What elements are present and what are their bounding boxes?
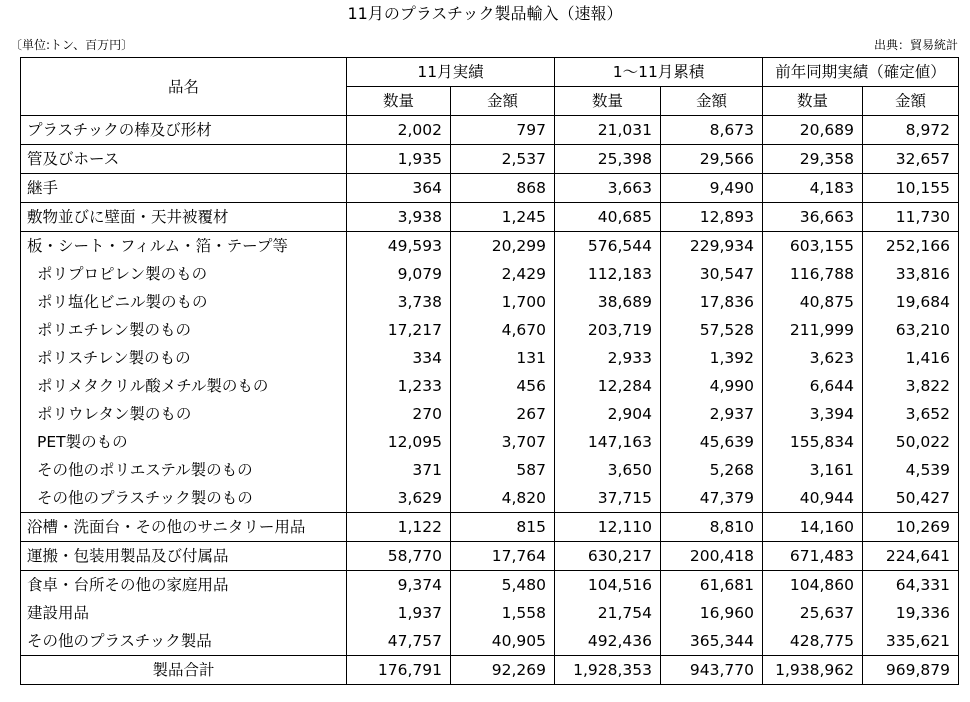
total-row [21,656,959,685]
amount-cumulative-cell: 16,960 [661,599,763,627]
qty-prev-year-cell: 3,161 [763,456,863,484]
header-qty-current: 数量 [347,87,451,116]
amount-prev-year-cell: 335,621 [863,627,959,656]
total-qty-cumulative-cell: 1,928,353 [555,656,661,685]
qty-cumulative-cell: 3,650 [555,456,661,484]
table-row [21,428,959,456]
amount-prev-year-cell: 33,816 [863,260,959,288]
item-name-cell: その他のプラスチック製のもの [21,484,347,513]
qty-prev-year-cell: 3,394 [763,400,863,428]
total-amount-current-cell: 92,269 [451,656,555,685]
qty-prev-year-cell: 25,637 [763,599,863,627]
qty-current-cell: 3,738 [347,288,451,316]
qty-current-cell: 9,374 [347,571,451,600]
qty-prev-year-cell: 104,860 [763,571,863,600]
item-name-cell: 建設用品 [21,599,347,627]
amount-current-cell: 456 [451,372,555,400]
table-row [21,288,959,316]
header-qty-cumulative: 数量 [555,87,661,116]
qty-current-cell: 364 [347,174,451,203]
qty-prev-year-cell: 36,663 [763,203,863,232]
amount-current-cell: 267 [451,400,555,428]
qty-cumulative-cell: 203,719 [555,316,661,344]
qty-cumulative-cell: 147,163 [555,428,661,456]
qty-current-cell: 1,935 [347,145,451,174]
qty-current-cell: 58,770 [347,542,451,571]
amount-current-cell: 20,299 [451,232,555,261]
amount-cumulative-cell: 61,681 [661,571,763,600]
table-row [21,599,959,627]
table-row [21,116,959,145]
amount-prev-year-cell: 8,972 [863,116,959,145]
item-name-cell: ポリスチレン製のもの [21,344,347,372]
source-note: 出典：貿易統計 [873,38,958,52]
amount-cumulative-cell: 229,934 [661,232,763,261]
qty-current-cell: 9,079 [347,260,451,288]
amount-prev-year-cell: 1,416 [863,344,959,372]
qty-current-cell: 1,122 [347,513,451,542]
amount-prev-year-cell: 224,641 [863,542,959,571]
amount-current-cell: 797 [451,116,555,145]
table-row [21,484,959,513]
item-name-cell: その他のポリエステル製のもの [21,456,347,484]
amount-current-cell: 587 [451,456,555,484]
table-row [21,344,959,372]
amount-prev-year-cell: 252,166 [863,232,959,261]
table-row [21,145,959,174]
qty-current-cell: 12,095 [347,428,451,456]
qty-current-cell: 3,938 [347,203,451,232]
table-row [21,542,959,571]
amount-current-cell: 40,905 [451,627,555,656]
table-row [21,627,959,656]
qty-cumulative-cell: 12,110 [555,513,661,542]
item-name-cell: 運搬・包装用製品及び付属品 [21,542,347,571]
item-name-cell: ポリプロピレン製のもの [21,260,347,288]
item-name-cell: 浴槽・洗面台・その他のサニタリー用品 [21,513,347,542]
table-row [21,232,959,261]
amount-prev-year-cell: 11,730 [863,203,959,232]
item-name-cell: 食卓・台所その他の家庭用品 [21,571,347,600]
amount-current-cell: 815 [451,513,555,542]
header-amount-prev-year: 金額 [863,87,959,116]
item-name-cell: PET製のもの [21,428,347,456]
qty-cumulative-cell: 576,544 [555,232,661,261]
amount-cumulative-cell: 8,810 [661,513,763,542]
qty-current-cell: 17,217 [347,316,451,344]
total-qty-prev-year-cell: 1,938,962 [763,656,863,685]
item-name-cell: 敷物並びに壁面・天井被覆材 [21,203,347,232]
total-qty-current-cell: 176,791 [347,656,451,685]
amount-cumulative-cell: 5,268 [661,456,763,484]
qty-cumulative-cell: 2,933 [555,344,661,372]
amount-prev-year-cell: 10,155 [863,174,959,203]
amount-cumulative-cell: 17,836 [661,288,763,316]
amount-current-cell: 2,429 [451,260,555,288]
amount-current-cell: 1,245 [451,203,555,232]
qty-prev-year-cell: 428,775 [763,627,863,656]
qty-prev-year-cell: 6,644 [763,372,863,400]
amount-current-cell: 1,700 [451,288,555,316]
amount-cumulative-cell: 8,673 [661,116,763,145]
amount-cumulative-cell: 12,893 [661,203,763,232]
qty-current-cell: 49,593 [347,232,451,261]
qty-cumulative-cell: 12,284 [555,372,661,400]
item-name-cell: 継手 [21,174,347,203]
qty-cumulative-cell: 38,689 [555,288,661,316]
header-amount-current: 金額 [451,87,555,116]
qty-prev-year-cell: 671,483 [763,542,863,571]
item-name-cell: ポリエチレン製のもの [21,316,347,344]
table-row [21,571,959,600]
item-name-cell: 板・シート・フィルム・箔・テープ等 [21,232,347,261]
qty-cumulative-cell: 40,685 [555,203,661,232]
qty-prev-year-cell: 3,623 [763,344,863,372]
import-table [20,57,959,685]
amount-cumulative-cell: 2,937 [661,400,763,428]
qty-cumulative-cell: 37,715 [555,484,661,513]
qty-current-cell: 1,233 [347,372,451,400]
amount-prev-year-cell: 50,427 [863,484,959,513]
amount-prev-year-cell: 3,652 [863,400,959,428]
qty-prev-year-cell: 603,155 [763,232,863,261]
table-row [21,456,959,484]
amount-prev-year-cell: 50,022 [863,428,959,456]
amount-current-cell: 4,820 [451,484,555,513]
amount-cumulative-cell: 1,392 [661,344,763,372]
amount-cumulative-cell: 9,490 [661,174,763,203]
amount-prev-year-cell: 4,539 [863,456,959,484]
qty-cumulative-cell: 3,663 [555,174,661,203]
qty-prev-year-cell: 40,875 [763,288,863,316]
qty-prev-year-cell: 155,834 [763,428,863,456]
total-amount-prev-year-cell: 969,879 [863,656,959,685]
table-body [21,116,959,685]
amount-prev-year-cell: 3,822 [863,372,959,400]
amount-cumulative-cell: 200,418 [661,542,763,571]
amount-cumulative-cell: 45,639 [661,428,763,456]
amount-current-cell: 5,480 [451,571,555,600]
amount-current-cell: 17,764 [451,542,555,571]
table-row [21,513,959,542]
header-group-current: 11月実績 [347,58,555,87]
qty-current-cell: 47,757 [347,627,451,656]
header-amount-cumulative: 金額 [661,87,763,116]
amount-cumulative-cell: 365,344 [661,627,763,656]
qty-cumulative-cell: 630,217 [555,542,661,571]
item-name-cell: 管及びホース [21,145,347,174]
unit-note: 〔単位:トン、百万円〕 [10,38,134,52]
qty-prev-year-cell: 40,944 [763,484,863,513]
qty-cumulative-cell: 492,436 [555,627,661,656]
amount-current-cell: 2,537 [451,145,555,174]
item-name-cell: その他のプラスチック製品 [21,627,347,656]
header-group-prev-year: 前年同期実績（確定値） [763,58,959,87]
qty-current-cell: 371 [347,456,451,484]
table-row [21,260,959,288]
qty-cumulative-cell: 21,031 [555,116,661,145]
table-row [21,400,959,428]
qty-cumulative-cell: 2,904 [555,400,661,428]
qty-prev-year-cell: 4,183 [763,174,863,203]
item-name-cell: ポリウレタン製のもの [21,400,347,428]
qty-prev-year-cell: 116,788 [763,260,863,288]
item-name-cell: ポリメタクリル酸メチル製のもの [21,372,347,400]
amount-prev-year-cell: 64,331 [863,571,959,600]
amount-current-cell: 868 [451,174,555,203]
qty-current-cell: 2,002 [347,116,451,145]
qty-prev-year-cell: 20,689 [763,116,863,145]
amount-current-cell: 1,558 [451,599,555,627]
header-qty-prev-year: 数量 [763,87,863,116]
amount-current-cell: 4,670 [451,316,555,344]
amount-current-cell: 3,707 [451,428,555,456]
qty-prev-year-cell: 211,999 [763,316,863,344]
qty-cumulative-cell: 25,398 [555,145,661,174]
qty-current-cell: 270 [347,400,451,428]
amount-prev-year-cell: 19,684 [863,288,959,316]
table-row [21,174,959,203]
amount-current-cell: 131 [451,344,555,372]
header-item-name: 品名 [21,58,347,116]
amount-prev-year-cell: 10,269 [863,513,959,542]
amount-cumulative-cell: 4,990 [661,372,763,400]
amount-prev-year-cell: 32,657 [863,145,959,174]
qty-prev-year-cell: 29,358 [763,145,863,174]
qty-cumulative-cell: 104,516 [555,571,661,600]
table-row [21,316,959,344]
amount-cumulative-cell: 57,528 [661,316,763,344]
amount-prev-year-cell: 63,210 [863,316,959,344]
amount-cumulative-cell: 30,547 [661,260,763,288]
total-amount-cumulative-cell: 943,770 [661,656,763,685]
report-title: 11月のプラスチック製品輸入（速報） [347,4,623,23]
amount-cumulative-cell: 29,566 [661,145,763,174]
qty-cumulative-cell: 112,183 [555,260,661,288]
amount-prev-year-cell: 19,336 [863,599,959,627]
table-row [21,372,959,400]
qty-cumulative-cell: 21,754 [555,599,661,627]
qty-current-cell: 334 [347,344,451,372]
total-label: 製品合計 [21,656,347,685]
header-group-cumulative: 1～11月累積 [555,58,763,87]
table-row [21,203,959,232]
item-name-cell: プラスチックの棒及び形材 [21,116,347,145]
qty-current-cell: 3,629 [347,484,451,513]
qty-prev-year-cell: 14,160 [763,513,863,542]
amount-cumulative-cell: 47,379 [661,484,763,513]
qty-current-cell: 1,937 [347,599,451,627]
item-name-cell: ポリ塩化ビニル製のもの [21,288,347,316]
